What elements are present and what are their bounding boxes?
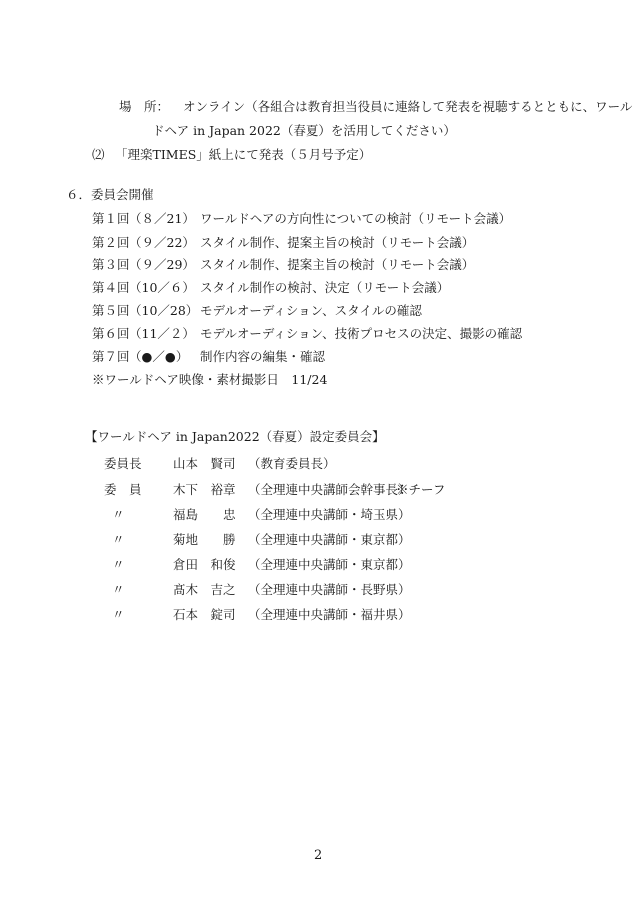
member-affiliation: （教育委員長）: [248, 456, 336, 471]
member-chief-note: ※チーフ: [396, 482, 446, 497]
meeting-row: [92, 237, 592, 253]
committee-member: [112, 584, 582, 600]
member-affiliation: （全理連中央講師・埼玉県）: [248, 507, 411, 522]
meeting-row: [92, 282, 592, 298]
meeting-number: 第２回: [92, 235, 130, 250]
item-2-text: 「理楽TIMES」紙上にて発表（５月号予定）: [115, 147, 372, 162]
meeting-number: 第４回: [92, 280, 130, 295]
member-name: 髙木 吉之: [173, 582, 236, 597]
meeting-date: （９／22）: [129, 235, 195, 250]
meeting-date: （10／６）: [129, 280, 195, 295]
meeting-number: 第５回: [92, 303, 130, 318]
member-role: 〃: [112, 532, 125, 547]
meeting-description: スタイル制作の検討、決定（リモート会議）: [200, 280, 450, 295]
member-affiliation: （全理連中央講師・東京都）: [248, 557, 411, 572]
member-affiliation: （全理連中央講師・東京都）: [248, 532, 411, 547]
member-name: 福島 忠: [173, 507, 236, 522]
meeting-row: [92, 351, 592, 367]
member-role: 〃: [112, 507, 125, 522]
meeting-date: （11／２）: [129, 326, 195, 341]
member-role: 〃: [112, 607, 125, 622]
committee-member: [112, 534, 582, 550]
meeting-number: 第１回: [92, 211, 130, 226]
section-6-heading: ６．委員会開催: [66, 187, 154, 202]
venue-line-1: オンライン（各組合は教育担当役員に連絡して発表を視聴するとともに、ワール: [183, 99, 633, 114]
item-2-number: ⑵: [92, 147, 105, 162]
meeting-description: 制作内容の編集・確認: [200, 349, 326, 364]
member-affiliation: （全理連中央講師会幹事長）: [248, 482, 411, 497]
member-role: 〃: [112, 557, 125, 572]
committee-member: [112, 609, 582, 625]
meeting-description: ワールドヘアの方向性についての検討（リモート会議）: [200, 211, 512, 226]
meeting-description: スタイル制作、提案主旨の検討（リモート会議）: [200, 235, 475, 250]
member-affiliation: （全理連中央講師・長野県）: [248, 582, 411, 597]
meeting-number: 第３回: [92, 257, 130, 272]
member-name: 山本 賢司: [173, 456, 236, 471]
meeting-number: 第７回: [92, 349, 130, 364]
venue-label: 場 所：: [119, 99, 170, 114]
meeting-date: （９／29）: [129, 257, 195, 272]
meeting-row: [92, 213, 592, 229]
committee-member: [112, 559, 582, 575]
member-name: 木下 裕章: [173, 482, 236, 497]
page-number: 2: [314, 848, 323, 863]
member-role: 委員長: [104, 456, 142, 471]
shooting-date-note: ※ワールドヘア映像・素材撮影日 11/24: [92, 372, 328, 387]
meeting-number: 第６回: [92, 326, 130, 341]
member-name: 石本 錠司: [173, 607, 236, 622]
meeting-description: スタイル制作、提案主旨の検討（リモート会議）: [200, 257, 475, 272]
committee-heading: 【ワールドヘア in Japan2022（春夏）設定委員会】: [85, 429, 385, 444]
meeting-date: （●／●）: [129, 349, 189, 364]
venue-line-2: ドヘア in Japan 2022（春夏）を活用してください）: [152, 123, 456, 138]
meeting-description: モデルオーディション、スタイルの確認: [200, 303, 422, 318]
meeting-date: （８／21）: [129, 211, 195, 226]
meeting-row: [92, 328, 592, 344]
committee-member: [112, 509, 582, 525]
meeting-row: [92, 305, 592, 321]
meeting-row: [92, 259, 592, 275]
member-name: 菊地 勝: [173, 532, 236, 547]
meeting-date: （10／28）: [129, 303, 199, 318]
member-role: 〃: [112, 582, 125, 597]
member-affiliation: （全理連中央講師・福井県）: [248, 607, 411, 622]
member-role: 委 員: [104, 482, 142, 497]
member-name: 倉田 和俊: [173, 557, 236, 572]
committee-member: [104, 484, 584, 500]
item-2: [92, 149, 572, 165]
committee-member: [104, 458, 584, 474]
meeting-description: モデルオーディション、技術プロセスの決定、撮影の確認: [200, 326, 523, 341]
